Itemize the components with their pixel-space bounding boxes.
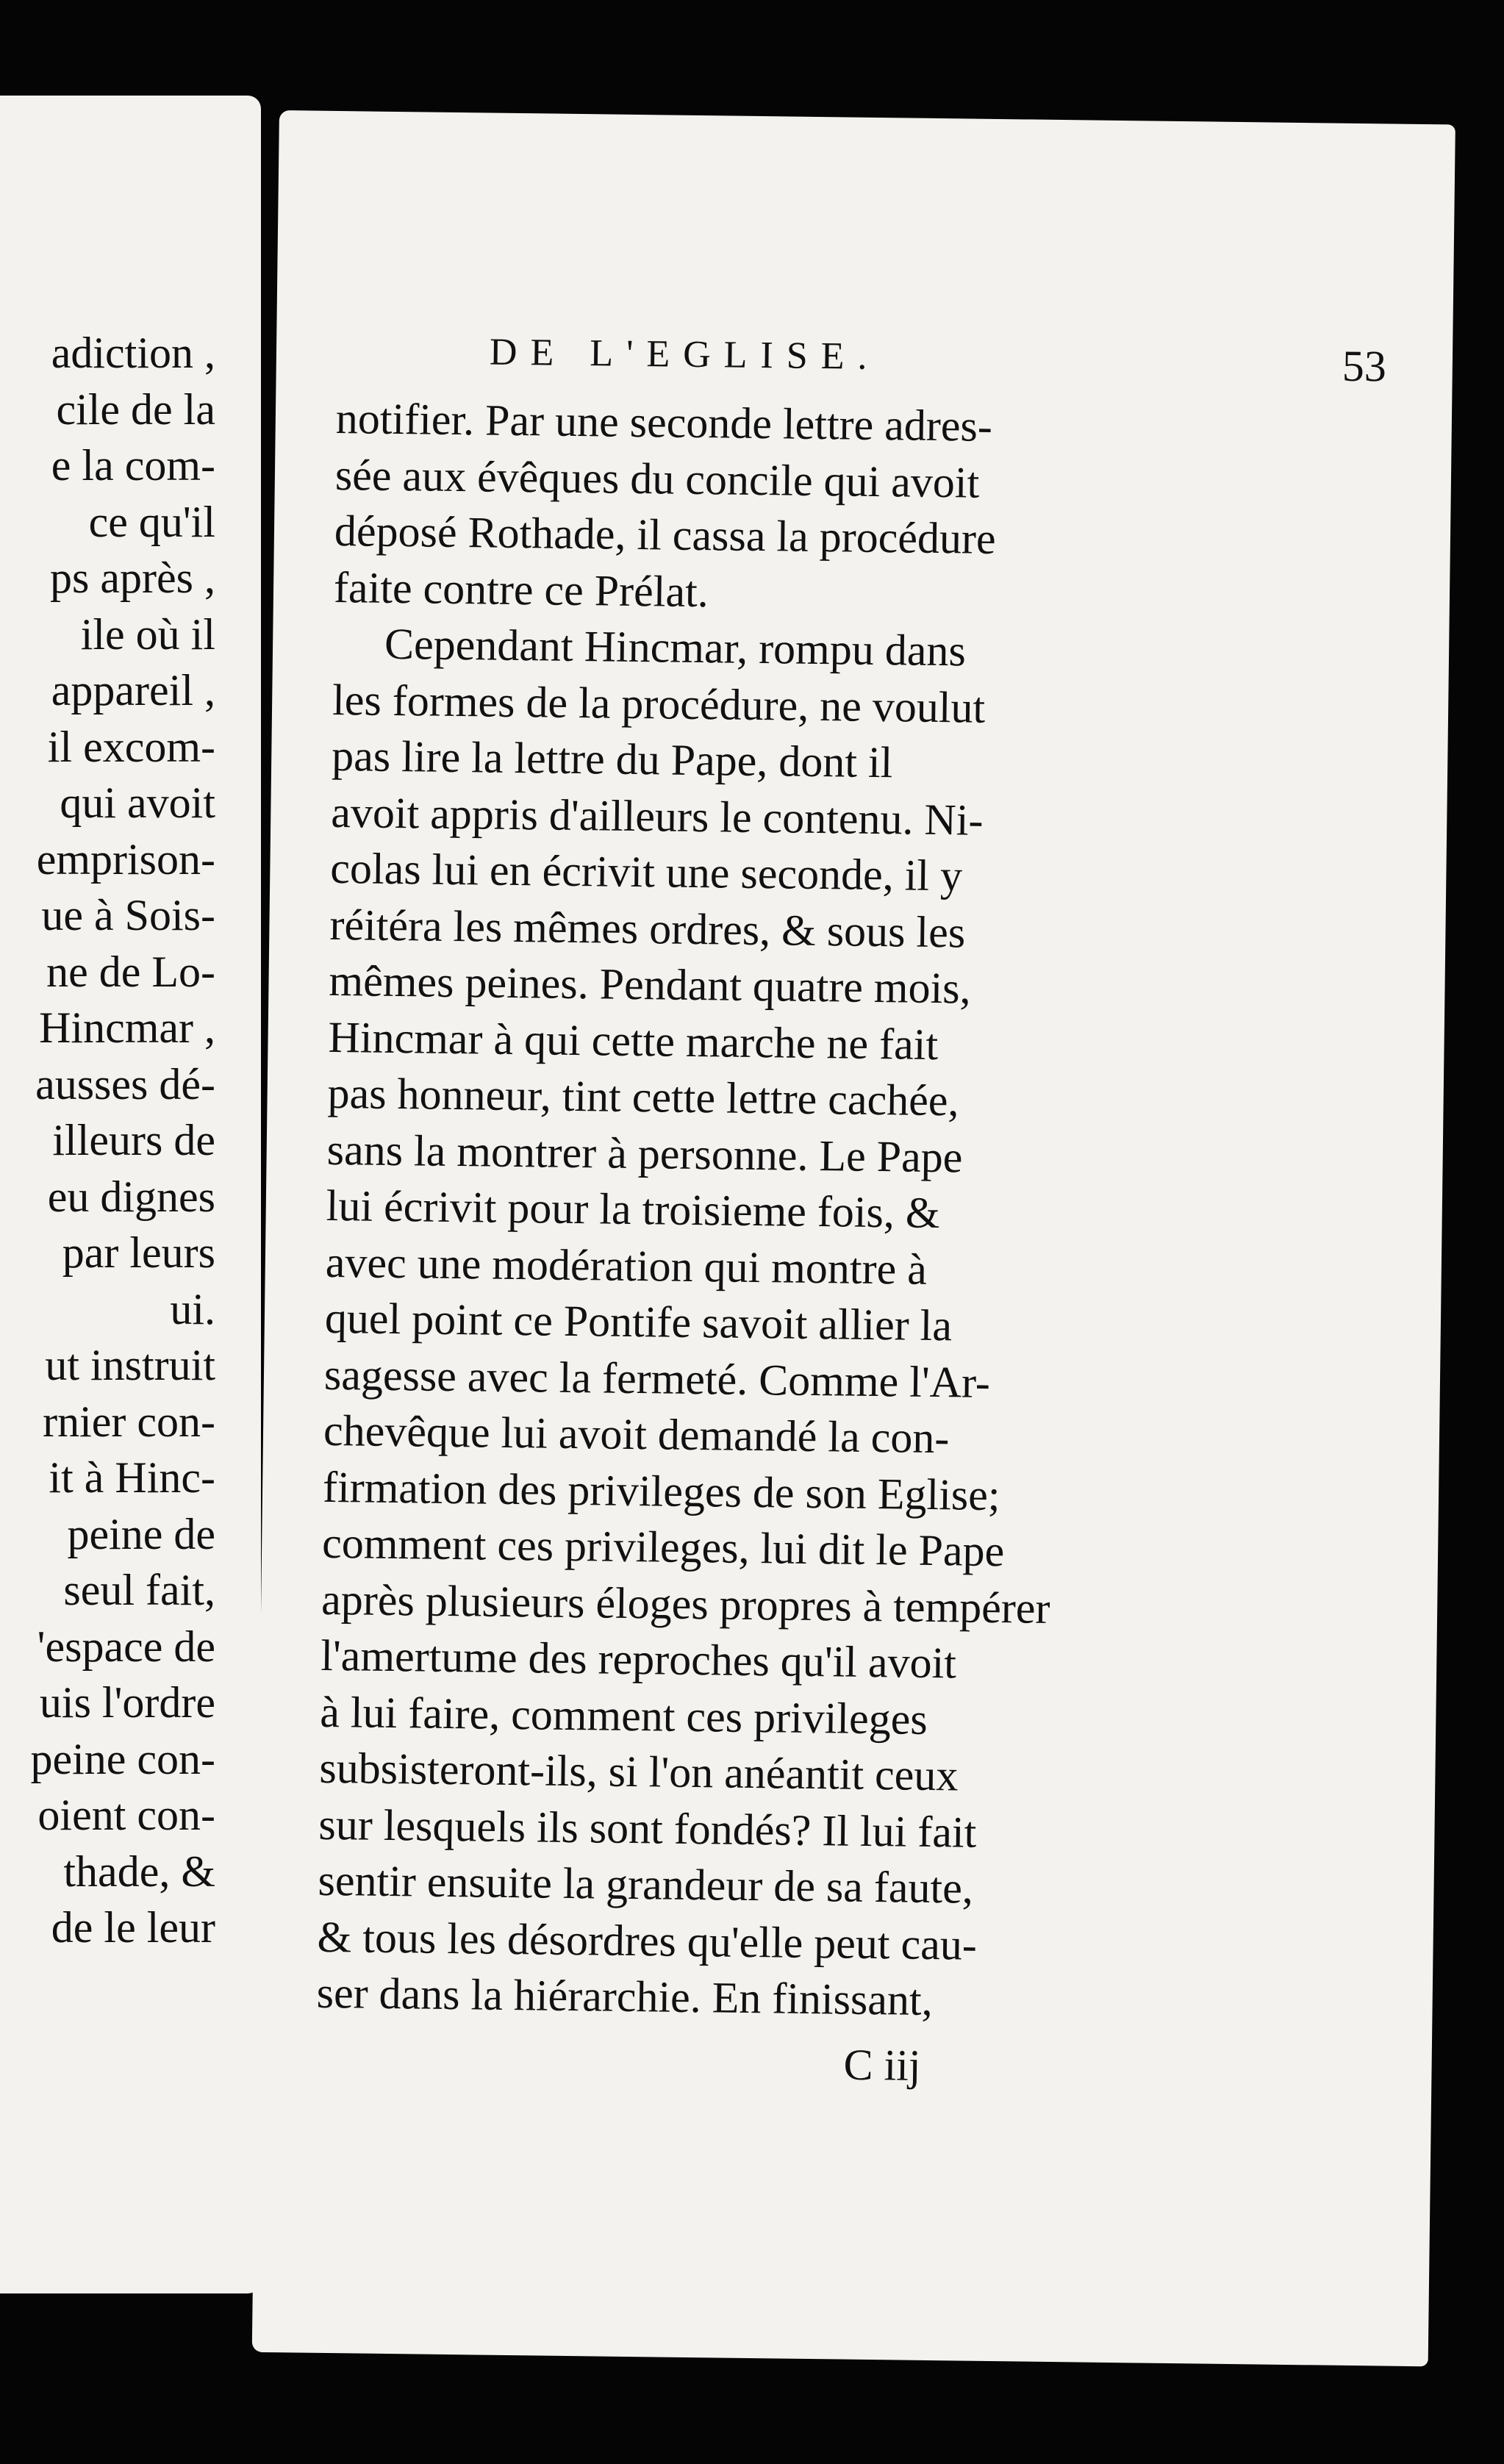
left-text-line: ui. [170,1284,215,1333]
body-text-line: les formes de la procédure, ne voulut [332,675,986,732]
left-text-line: appareil , [51,666,215,715]
left-text-line: de le leur [51,1903,215,1952]
body-text-line: réitéra les mêmes ordres, & sous les [329,900,966,956]
body-text-line: sur lesquels ils sont fondés? Il lui fait [318,1799,977,1857]
body-text-line: mêmes peines. Pendant quatre mois, [329,956,972,1013]
body-text-line: déposé Rothade, il cassa la procédure [334,506,997,563]
left-text-line: rnier con- [43,1397,215,1446]
body-text-line: faite contre ce Prélat. [333,562,709,616]
body-text-line: subsisteront-ils, si l'on anéantit ceux [319,1743,959,1800]
left-text-line: par leurs [62,1228,215,1277]
left-text-line: Hincmar , [39,1003,215,1052]
body-text-line: & tous les désordres qu'elle peut cau- [317,1912,978,1969]
signature-mark: C iij [843,2040,922,2090]
body-text-line: notifier. Par une seconde lettre adres- [335,393,993,451]
left-text-line: thade, & [63,1847,215,1896]
body-text-line: pas honneur, tint cette lettre cachée, [327,1068,959,1125]
body-text-line: quel point ce Pontife savoit allier la [324,1293,953,1350]
left-text-line: ile où il [80,609,215,659]
left-text-line: oient con- [37,1791,215,1839]
left-text-line: illeurs de [52,1116,215,1164]
left-text-line: it à Hinc- [49,1453,215,1502]
left-text-line: ne de Lo- [46,947,215,996]
body-text-line: sentir ensuite la grandeur de sa faute, [318,1855,974,1913]
left-page [0,96,261,2293]
left-text-line: seul fait, [63,1566,215,1614]
right-page [252,110,1455,2366]
body-text-line: Cependant Hincmar, rompu dans [384,619,967,676]
left-text-line: ue à Sois- [41,891,215,939]
body-text-line: sagesse avec la fermeté. Comme l'Ar- [323,1350,991,1407]
left-text-line: ce qu'il [88,497,215,546]
left-text-line: peine con- [30,1734,215,1783]
left-text-line: adiction , [51,329,215,377]
left-text-line: ps après , [50,554,215,602]
left-text-line: uis l'ordre [39,1678,215,1727]
left-text-line: ut instruit [45,1341,215,1389]
left-text-line: e la com- [51,441,215,490]
left-page-text [30,325,215,1956]
left-text-line: emprison- [36,834,215,884]
left-text-line: ausses dé- [35,1059,215,1109]
left-text-line: qui avoit [60,778,215,827]
left-text-line: cile de la [56,384,215,434]
body-text-line: avec une modération qui montre à [325,1237,928,1294]
body-text-line: sans la montrer à personne. Le Pape [326,1125,963,1181]
left-text-line: il excom- [47,722,215,771]
left-text-line: eu dignes [47,1172,215,1221]
body-text-line: lui écrivit pour la troisieme fois, & [326,1181,940,1238]
body-text-line: firmation des privileges de son Eglise; [322,1462,1000,1519]
body-text-line: ser dans la hiérarchie. En finissant, [316,1968,934,2025]
body-text-line: chevêque lui avoit demandé la con- [323,1405,950,1463]
page-number: 53 [1342,341,1387,391]
left-text-line: 'espace de [37,1622,215,1671]
body-text-line: Hincmar à qui cette marche ne fait [328,1012,939,1069]
body-text-line: sée aux évêques du concile qui avoit [334,450,980,507]
body-text-line: à lui faire, comment ces privileges [319,1687,928,1744]
left-text-line: peine de [67,1509,215,1558]
body-text-line: colas lui en écrivit une seconde, il y [330,843,963,900]
body-text-line: comment ces privileges, lui dit le Pape [321,1518,1005,1576]
body-text-line: avoit appris d'ailleurs le contenu. Ni- [330,787,984,845]
body-text-line: l'amertume des reproches qu'il avoit [320,1630,957,1688]
running-head-title: DE L'EGLISE. [489,331,881,379]
body-text [316,390,1174,2031]
body-text-line: pas lire la lettre du Pape, dont il [331,731,893,787]
body-text-line: après plusieurs éloges propres à tempérer [321,1575,1050,1633]
